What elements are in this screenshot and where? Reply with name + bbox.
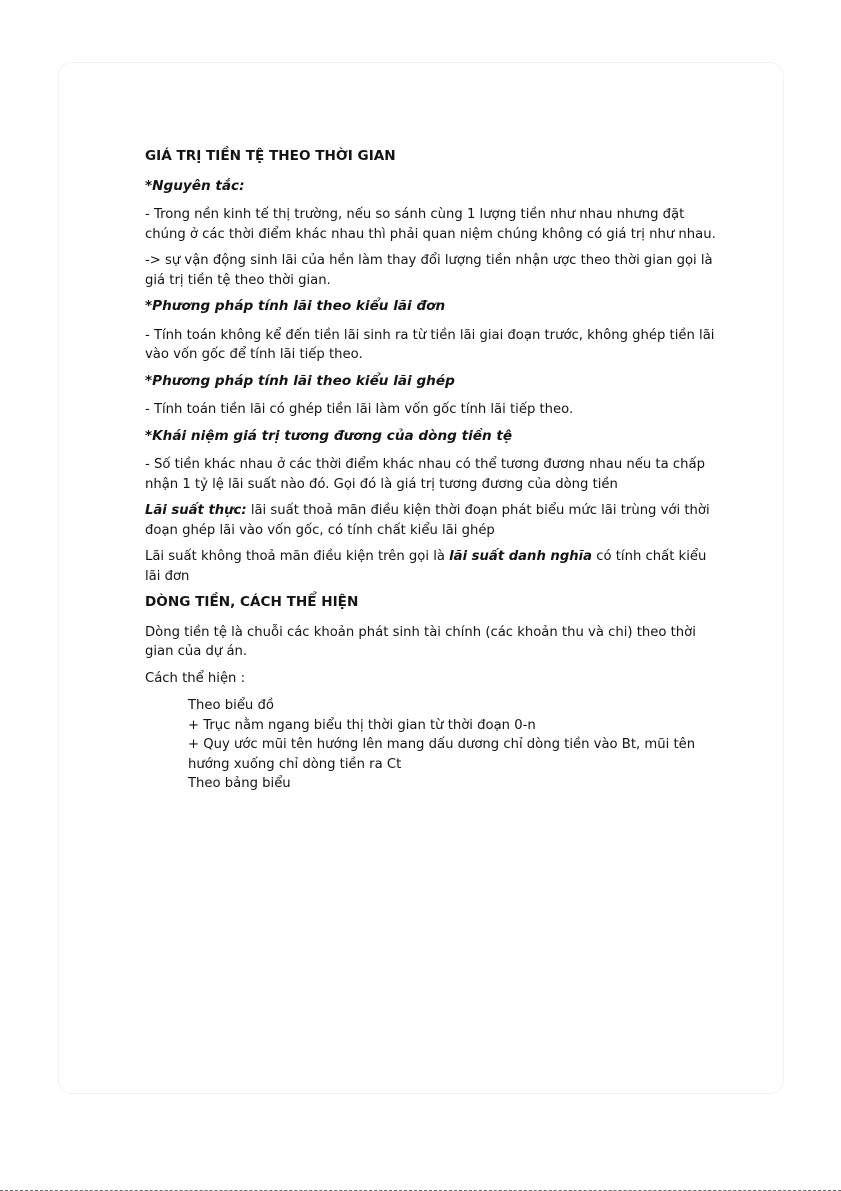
simple-interest-heading: *Phương pháp tính lãi theo kiểu lãi đơn bbox=[145, 298, 446, 314]
real-rate-text: lãi suất thoả mãn điều kiện thời đoạn phát biểu mức lãi trùng với thời đoạn ghép lãi vào vốn gốc, có tính chất kiểu lãi ghép bbox=[145, 503, 710, 538]
compound-interest-heading: *Phương pháp tính lãi theo kiểu lãi ghép bbox=[145, 372, 455, 389]
main-title: GIÁ TRỊ TIỀN TỆ THEO THỜI GIAN bbox=[145, 148, 396, 164]
document-body bbox=[145, 147, 725, 794]
equivalent-value-heading: *Khái niệm giá trị tương đương của dòng tiền tệ bbox=[145, 427, 513, 444]
cashflow-heading: DÒNG TIỀN, CÁCH THỂ HIỆN bbox=[145, 594, 359, 610]
methods-label: Cách thể hiện : bbox=[145, 670, 246, 686]
principle-heading: *Nguyên tắc: bbox=[145, 177, 245, 194]
simple-interest-paragraph: - Tính toán không kể đến tiền lãi sinh ra từ tiền lãi giai đoạn trước, không ghép tiền lãi vào vốn gốc để tính lãi tiếp theo. bbox=[145, 327, 715, 362]
real-rate-paragraph bbox=[145, 501, 725, 540]
cashflow-paragraph: Dòng tiền tệ là chuỗi các khoản phát sinh tài chính (các khoản thu và chi) theo thời gian của dự án. bbox=[145, 624, 696, 659]
method-arrows: + Quy ước mũi tên hướng lên mang dấu dương chỉ dòng tiền vào Bt, mũi tên hướng xuống chỉ dòng tiền ra Ct bbox=[188, 737, 696, 772]
method-chart: Theo biểu đồ bbox=[188, 698, 274, 713]
compound-interest-paragraph: - Tính toán tiền lãi có ghép tiền lãi làm vốn gốc tính lãi tiếp theo. bbox=[145, 402, 574, 417]
principle-paragraph-1: - Trong nền kinh tế thị trường, nếu so sánh cùng 1 lượng tiền như nhau nhưng đặt chúng ở các thời điểm khác nhau thì phải quan niệm chúng không có giá trị như nhau. bbox=[145, 207, 716, 242]
nominal-rate-post: có tính chất kiểu lãi đơn bbox=[145, 549, 707, 584]
nominal-rate-pre: Lãi suất không thoả mãn điều kiện trên gọi là bbox=[145, 549, 450, 564]
principle-paragraph-2: -> sự vận động sinh lãi của hền làm thay đổi lượng tiền nhận ược theo thời gian gọi là giá trị tiền tệ theo thời gian. bbox=[145, 253, 713, 288]
equivalent-value-paragraph: - Số tiền khác nhau ở các thời điểm khác nhau có thể tương đương nhau nếu ta chấp nhận 1 tỷ lệ lãi suất nào đó. Gọi đó là giá trị tương đương của dòng tiền bbox=[145, 457, 705, 492]
nominal-rate-term: lãi suất danh nghĩa bbox=[449, 549, 593, 564]
real-rate-term: Lãi suất thực: bbox=[145, 503, 247, 518]
method-table: Theo bảng biểu bbox=[188, 776, 291, 791]
method-axis: + Trục nằm ngang biểu thị thời gian từ thời đoạn 0-n bbox=[188, 717, 536, 733]
nominal-rate-paragraph bbox=[145, 547, 725, 586]
